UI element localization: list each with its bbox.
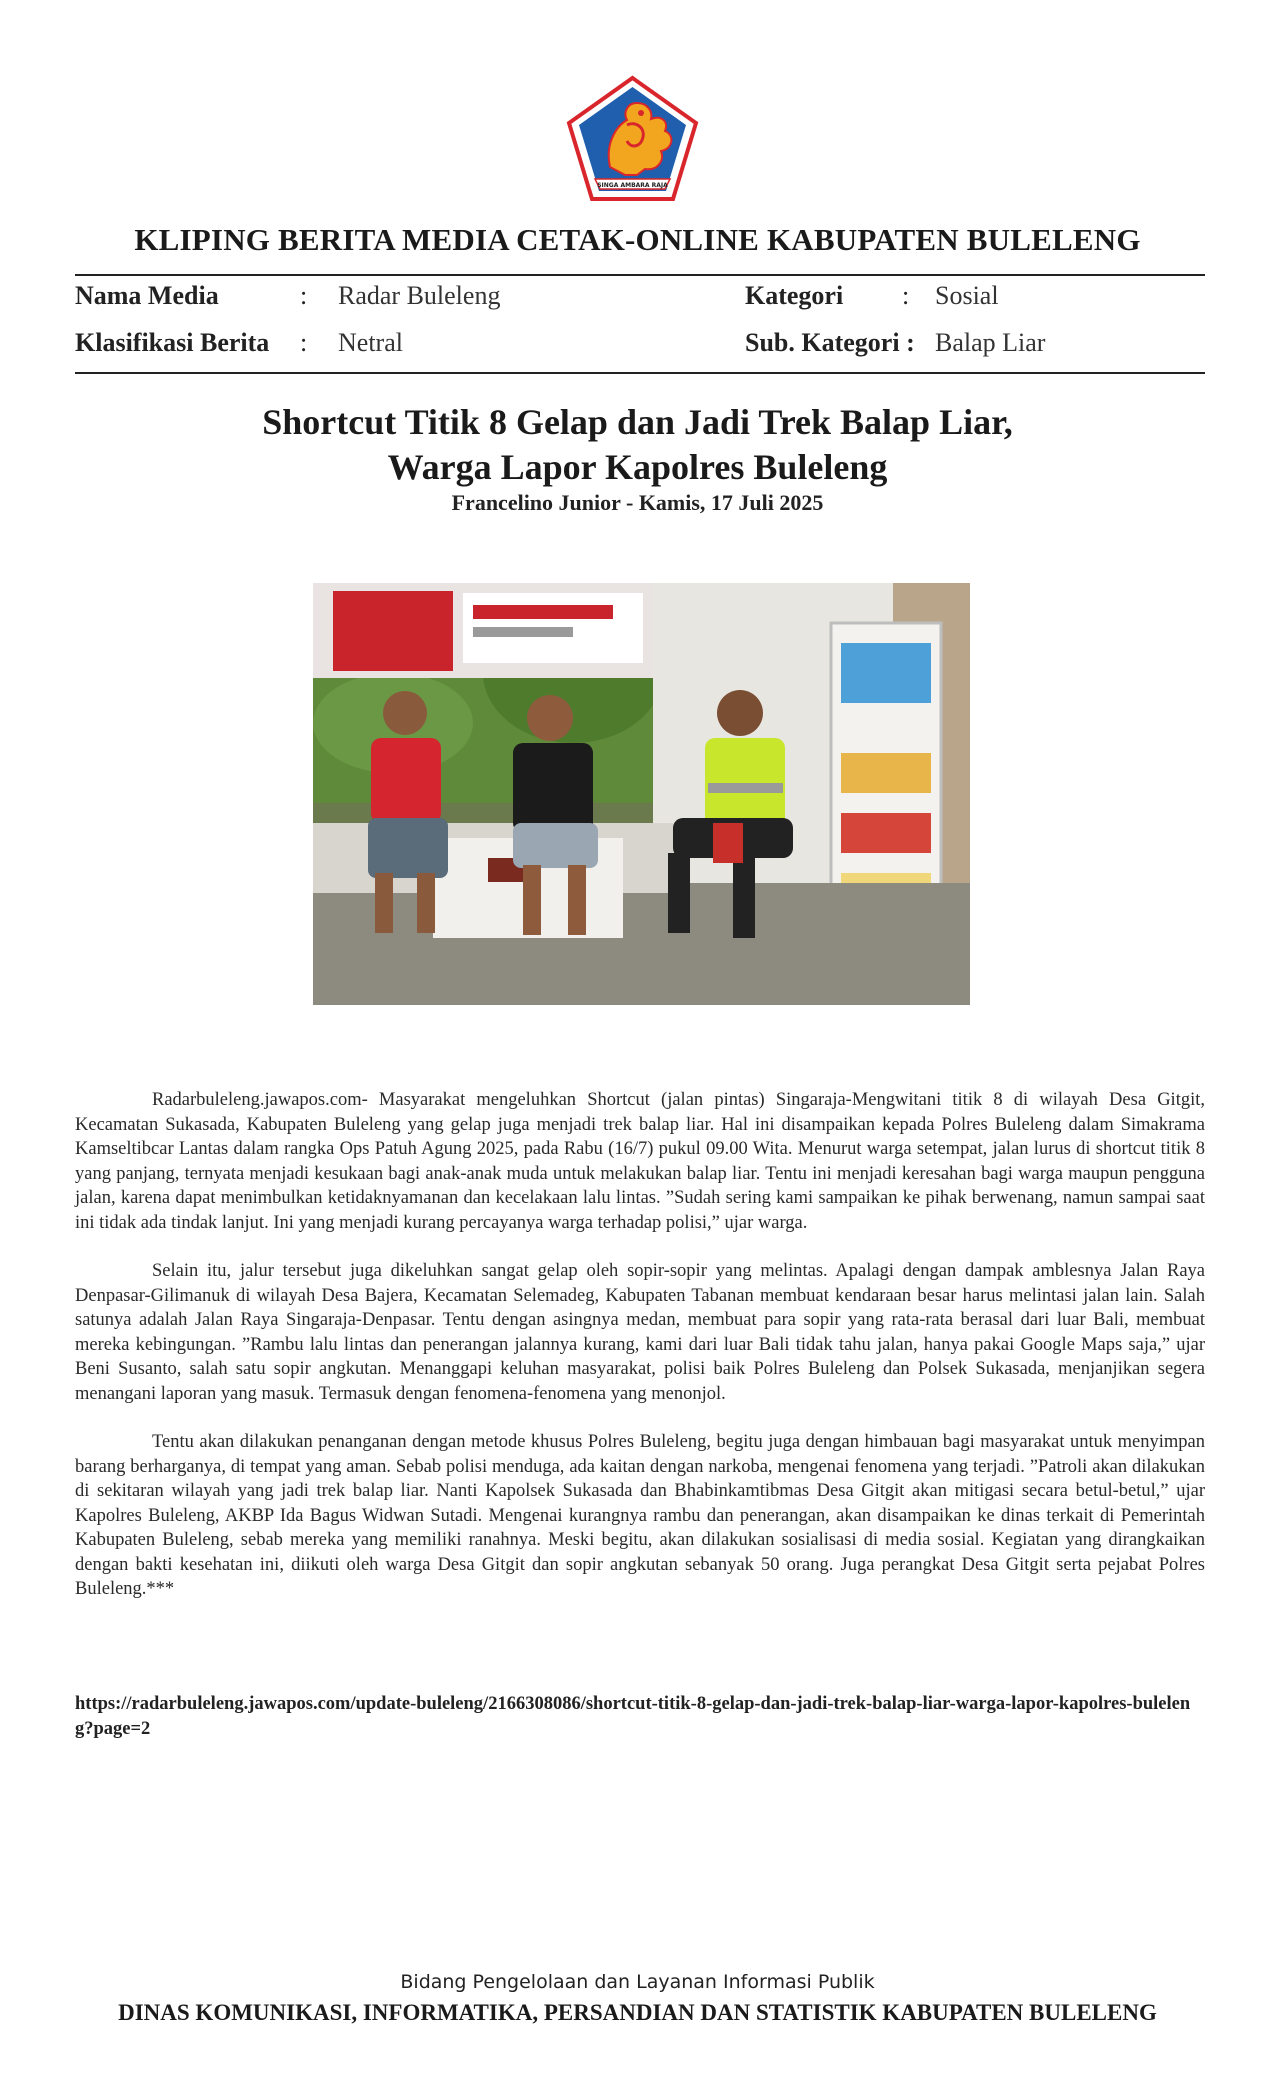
article-title-line-2: Warga Lapor Kapolres Buleleng — [387, 447, 888, 487]
subkategori-value: Balap Liar — [935, 328, 1046, 357]
footer-subtitle: Bidang Pengelolaan dan Layanan Informasi Publik — [400, 1971, 875, 1993]
regency-emblem-logo — [565, 75, 700, 202]
kategori-colon: : — [902, 281, 910, 310]
klasifikasi-label: Klasifikasi Berita — [75, 328, 270, 357]
source-url-link[interactable]: https://radarbuleleng.jawapos.com/update-buleleng/2166308086/shortcut-titik-8-gelap-dan-jadi-trek-balap-liar-warga-lapor-kapolres-buleleng?page=2 — [75, 1694, 1191, 1739]
klasifikasi-value: Netral — [338, 328, 403, 357]
article-title-line-1: Shortcut Titik 8 Gelap dan Jadi Trek Balap Liar, — [262, 402, 1013, 442]
article-byline: Francelino Junior - Kamis, 17 Juli 2025 — [451, 490, 824, 515]
footer-agency-name: DINAS KOMUNIKASI, INFORMATIKA, PERSANDIAN DAN STATISTIK KABUPATEN BULELENG — [118, 2000, 1157, 2025]
article-title — [0, 400, 1275, 490]
kategori-value: Sosial — [935, 281, 999, 310]
header-rule-bottom — [75, 372, 1205, 374]
logo-motto: SINGA AMBARA RAJA — [597, 182, 668, 189]
article-body — [75, 1088, 1205, 1626]
header-title: KLIPING BERITA MEDIA CETAK-ONLINE KABUPATEN BULELENG — [134, 222, 1141, 257]
kategori-label: Kategori — [745, 281, 844, 310]
media-label: Nama Media — [75, 281, 219, 310]
article-photo — [313, 583, 970, 1005]
media-value: Radar Buleleng — [338, 281, 501, 310]
article-paragraph-3: Tentu akan dilakukan penanganan dengan metode khusus Polres Buleleng, begitu juga dengan himbauan bagi masyarakat untuk menyimpan barang berharganya, di tempat yang aman. Sebab polisi menduga, ada kaitan dengan narkoba, mengenai fenomena yang terjadi. ”Patroli akan dilakukan di sekitaran wilayah yang jadi trek balap liar. Nanti Kapolsek Sukasada dan Bhabinkamtibmas Desa Gitgit akan mitigasi secara betul-betul,” ujar Kapolres Buleleng, AKBP Ida Bagus Widwan Sutadi. Mengenai kurangnya rambu dan penerangan, akan disampaikan ke dinas terkait di Pemerintah Kabupaten Buleleng, sebab mereka yang memiliki ranahnya. Meski begitu, akan dilakukan sosialisasi di media sosial. Kegiatan yang dirangkaikan dengan bakti kesehatan ini, diikuti oleh warga Desa Gitgit dan sopir angkutan sebanyak 50 orang. Juga perangkat Desa Gitgit serta pejabat Polres Buleleng.*** — [75, 1432, 1205, 1599]
header-rule-top — [75, 274, 1205, 276]
media-colon: : — [300, 281, 308, 310]
subkategori-label: Sub. Kategori : — [745, 328, 915, 357]
klasifikasi-colon: : — [300, 328, 308, 357]
article-paragraph-2: Selain itu, jalur tersebut juga dikeluhkan sangat gelap oleh sopir-sopir yang melintas. Apalagi dengan dampak amblesnya Jalan Raya Denpasar-Gilimanuk di wilayah Desa Bajera, Kecamatan Selemadeg, Kabupaten Tabanan membuat kendaraan besar harus melintasi jalan lain. Salah satunya adalah Jalan Raya Singaraja-Denpasar. Tentu dengan asingnya medan, membuat para sopir yang rata-rata berasal dari luar Bali, membuat mereka kebingungan. ”Rambu lalu lintas dan penerangan jalannya kurang, kami dari luar Bali tidak tahu jalan, hanya pakai Google Maps saja,” ujar Beni Susanto, salah satu sopir angkutan. Menanggapi keluhan masyarakat, polisi baik Polres Buleleng dan Polsek Sukasada, menjanjikan segera menangani laporan yang masuk. Termasuk dengan fenomena-fenomena yang menonjol. — [75, 1261, 1205, 1404]
article-paragraph-1: Radarbuleleng.jawapos.com- Masyarakat mengeluhkan Shortcut (jalan pintas) Singaraja-Mengwitani titik 8 di wilayah Desa Gitgit, Kecamatan Sukasada, Kabupaten Buleleng yang gelap juga menjadi trek balap liar. Hal ini disampaikan kepada Polres Buleleng dalam Simakrama Kamseltibcar Lantas dalam rangka Ops Patuh Agung 2025, pada Rabu (16/7) pukul 09.00 Wita. Menurut warga setempat, jalan lurus di shortcut titik 8 yang panjang, ternyata menjadi kesukaan bagi anak-anak muda untuk melakukan balap liar. Tentu ini menjadi keresahan bagi warga maupun pengguna jalan, karena dapat menimbulkan ketidaknyamanan dan kecelakaan lalu lintas. ”Sudah sering kami sampaikan ke pihak berwenang, namun sampai saat ini tidak ada tindak lanjut. Ini yang menjadi kurang percayanya warga terhadap polisi,” ujar warga. — [75, 1090, 1205, 1233]
